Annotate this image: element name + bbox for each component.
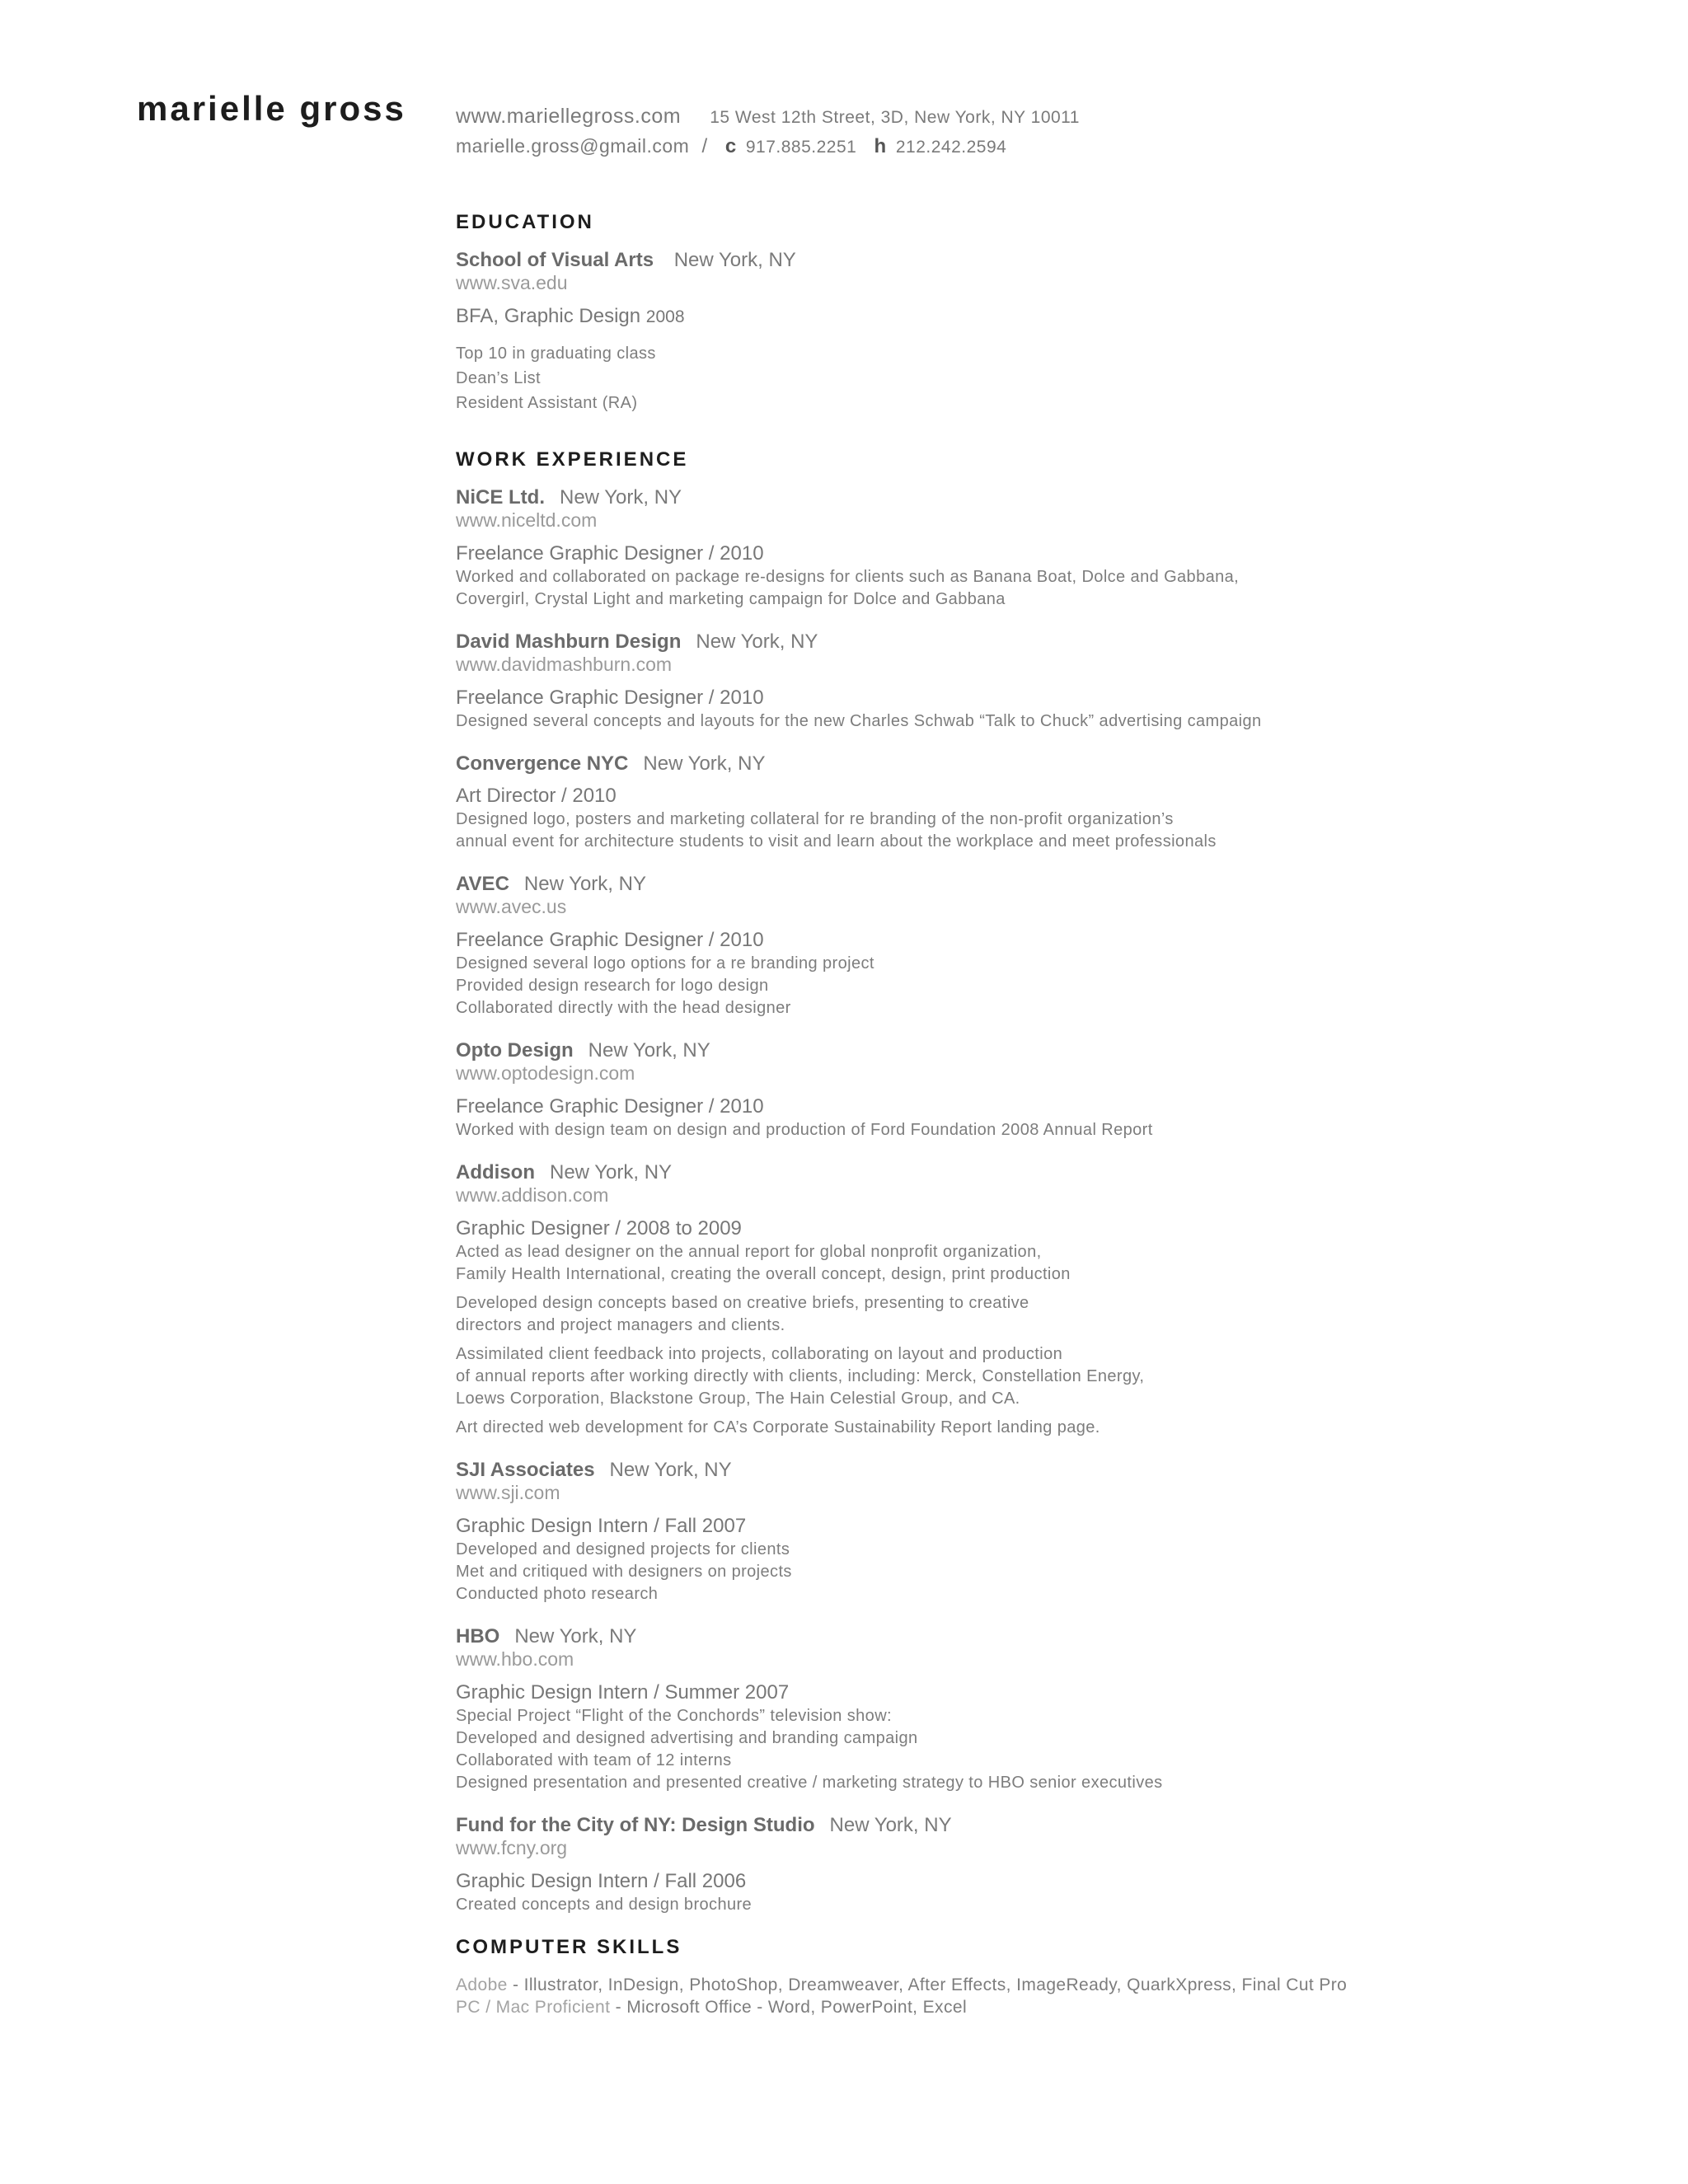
job-role: Graphic Design Intern / Fall 2006 [456,1870,747,1892]
job-org-line [456,1039,1643,1062]
job-url[interactable]: www.hbo.com [456,1648,574,1670]
skill-row [456,1996,1643,2018]
skills-section [456,1936,1643,2018]
job-paragraph [456,1241,1643,1286]
job-paragraph [456,808,1643,853]
job-org-name: Convergence NYC [456,752,629,775]
job-org-line [456,630,1643,654]
contact-block [456,102,1080,162]
education-note: Dean’s List [456,369,541,387]
education-notes [456,341,1643,415]
job-location: New York, NY [696,630,818,653]
job-role: Freelance Graphic Designer / 2010 [456,542,764,565]
job-paragraph [456,1705,1643,1794]
job-description-line: Assimilated client feedback into projects, collaborating on layout and production [456,1345,1063,1363]
job-description [456,566,1643,611]
skill-label: Adobe [456,1975,508,1994]
job-role: Art Director / 2010 [456,785,617,807]
work-heading: WORK EXPERIENCE [456,448,689,471]
job-location: New York, NY [514,1625,637,1647]
job-org-line [456,873,1643,896]
job-org-name: HBO [456,1625,500,1647]
job-org-name: Opto Design [456,1039,574,1062]
home-label: h [874,135,887,157]
education-note: Resident Assistant (RA) [456,394,638,412]
street-address: 15 West 12th Street, 3D, New York, NY 10011 [710,108,1080,127]
job-description-line: Met and critiqued with designers on projects [456,1563,792,1581]
email-link[interactable]: marielle.gross@gmail.com [456,135,690,157]
job-description [456,1894,1643,1916]
job-org-line [456,1814,1643,1837]
job-entry [456,486,1643,611]
job-url[interactable]: www.avec.us [456,896,567,917]
job-location: New York, NY [609,1459,732,1481]
cell-label: c [724,135,737,157]
contact-line-1 [456,102,1080,132]
degree: BFA, Graphic Design [456,305,641,327]
job-description-line: Designed several concepts and layouts for the new Charles Schwab “Talk to Chuck” advertising campaign [456,712,1262,730]
job-description-line: of annual reports after working directly with clients, including: Merck, Constellation Energy, [456,1367,1145,1385]
skill-row [456,1974,1643,1996]
job-url[interactable]: www.davidmashburn.com [456,654,673,675]
job-description [456,953,1643,1019]
skill-value: - Microsoft Office - Word, PowerPoint, Excel [610,1998,968,2017]
school-url[interactable]: www.sva.edu [456,272,568,293]
website-link[interactable]: www.mariellegross.com [456,105,682,128]
school-line [456,249,1643,272]
job-description-line: Designed several logo options for a re branding project [456,954,874,972]
job-description [456,1119,1643,1141]
degree-line [456,304,1643,330]
job-description-line: directors and project managers and clients. [456,1316,785,1334]
job-role: Graphic Designer / 2008 to 2009 [456,1217,742,1240]
job-org-line [456,1161,1643,1184]
job-role: Freelance Graphic Designer / 2010 [456,1095,764,1118]
job-description-line: Designed presentation and presented creative / marketing strategy to HBO senior executives [456,1774,1163,1792]
job-org-line [456,486,1643,509]
job-entry [456,630,1643,733]
job-entry [456,1625,1643,1794]
job-paragraph [456,953,1643,1019]
job-description-line: Loews Corporation, Blackstone Group, The Hain Celestial Group, and CA. [456,1390,1020,1408]
job-paragraph [456,1894,1643,1916]
job-org-name: NiCE Ltd. [456,486,545,509]
job-role: Freelance Graphic Designer / 2010 [456,687,764,709]
job-entry [456,873,1643,1019]
job-paragraph [456,710,1643,733]
job-role: Freelance Graphic Designer / 2010 [456,929,764,951]
job-description-line: Developed and designed projects for clients [456,1540,790,1558]
job-org-line [456,752,1643,776]
skill-label: PC / Mac Proficient [456,1998,611,2017]
job-description [456,808,1643,853]
job-paragraph [456,1119,1643,1141]
job-description-line: Acted as lead designer on the annual report for global nonprofit organization, [456,1243,1042,1261]
job-paragraph [456,1292,1643,1337]
job-org-line [456,1459,1643,1482]
job-location: New York, NY [560,486,682,509]
job-description [456,710,1643,733]
job-org-name: David Mashburn Design [456,630,682,653]
job-url[interactable]: www.niceltd.com [456,509,598,531]
job-location: New York, NY [643,752,766,775]
job-url[interactable]: www.optodesign.com [456,1062,635,1084]
home-phone: 212.242.2594 [895,138,1007,157]
job-paragraph [456,1539,1643,1605]
contact-separator: / [701,135,708,157]
degree-year: 2008 [645,307,685,326]
job-description [456,1241,1643,1439]
job-location: New York, NY [523,873,646,895]
education-note: Top 10 in graduating class [456,344,656,363]
job-description-line: Developed design concepts based on creative briefs, presenting to creative [456,1294,1029,1312]
job-org-line [456,1625,1643,1648]
job-entry [456,1039,1643,1141]
job-entry [456,752,1643,853]
job-location: New York, NY [588,1039,710,1062]
job-location: New York, NY [550,1161,673,1183]
job-role: Graphic Design Intern / Summer 2007 [456,1681,790,1704]
job-org-name: AVEC [456,873,509,895]
job-org-name: SJI Associates [456,1459,595,1481]
school-name: School of Visual Arts [456,249,654,271]
job-description-line: Worked with design team on design and production of Ford Foundation 2008 Annual Report [456,1121,1153,1139]
job-role: Graphic Design Intern / Fall 2007 [456,1515,747,1537]
skills-heading: COMPUTER SKILLS [456,1936,682,1958]
skill-value: - Illustrator, InDesign, PhotoShop, Dreamweaver, After Effects, ImageReady, QuarkXpress, Final Cut Pro [507,1975,1348,1994]
job-url[interactable]: www.addison.com [456,1184,609,1206]
job-description-line: Covergirl, Crystal Light and marketing campaign for Dolce and Gabbana [456,590,1006,608]
job-description [456,1539,1643,1605]
resume-body [456,211,1643,2018]
job-paragraph [456,566,1643,611]
job-org-name: Fund for the City of NY: Design Studio [456,1814,815,1836]
skills-list [456,1974,1643,2018]
job-org-name: Addison [456,1161,535,1183]
job-paragraph [456,1343,1643,1410]
work-section [456,448,1643,1916]
school-location: New York, NY [673,249,796,271]
job-description-line: Worked and collaborated on package re-designs for clients such as Banana Boat, Dolce and Gabbana, [456,568,1240,586]
contact-line-2 [456,132,1080,162]
job-description-line: Special Project “Flight of the Conchords” television show: [456,1707,892,1725]
job-url[interactable]: www.sji.com [456,1482,560,1503]
job-description-line: Art directed web development for CA’s Corporate Sustainability Report landing page. [456,1418,1100,1436]
job-description-line: Created concepts and design brochure [456,1896,753,1914]
job-description-line: Developed and designed advertising and branding campaign [456,1729,918,1747]
job-list [456,486,1643,1916]
job-description-line: Collaborated directly with the head designer [456,999,791,1017]
job-description-line: Family Health International, creating the overall concept, design, print production [456,1265,1071,1283]
job-entry [456,1459,1643,1605]
job-description-line: Collaborated with team of 12 interns [456,1751,732,1769]
job-entry [456,1814,1643,1916]
job-description [456,1705,1643,1794]
job-description-line: Conducted photo research [456,1585,659,1603]
education-heading: EDUCATION [456,211,594,233]
education-section [456,211,1643,415]
job-description-line: Designed logo, posters and marketing collateral for re branding of the non-profit organization’s [456,810,1174,828]
job-description-line: Provided design research for logo design [456,977,769,995]
job-url[interactable]: www.fcny.org [456,1837,568,1858]
job-entry [456,1161,1643,1439]
job-description-line: annual event for architecture students to visit and learn about the workplace and meet professionals [456,832,1217,851]
cell-phone: 917.885.2251 [745,138,857,157]
job-location: New York, NY [829,1814,952,1836]
job-paragraph [456,1417,1643,1439]
resume-name: marielle gross [137,89,406,128]
